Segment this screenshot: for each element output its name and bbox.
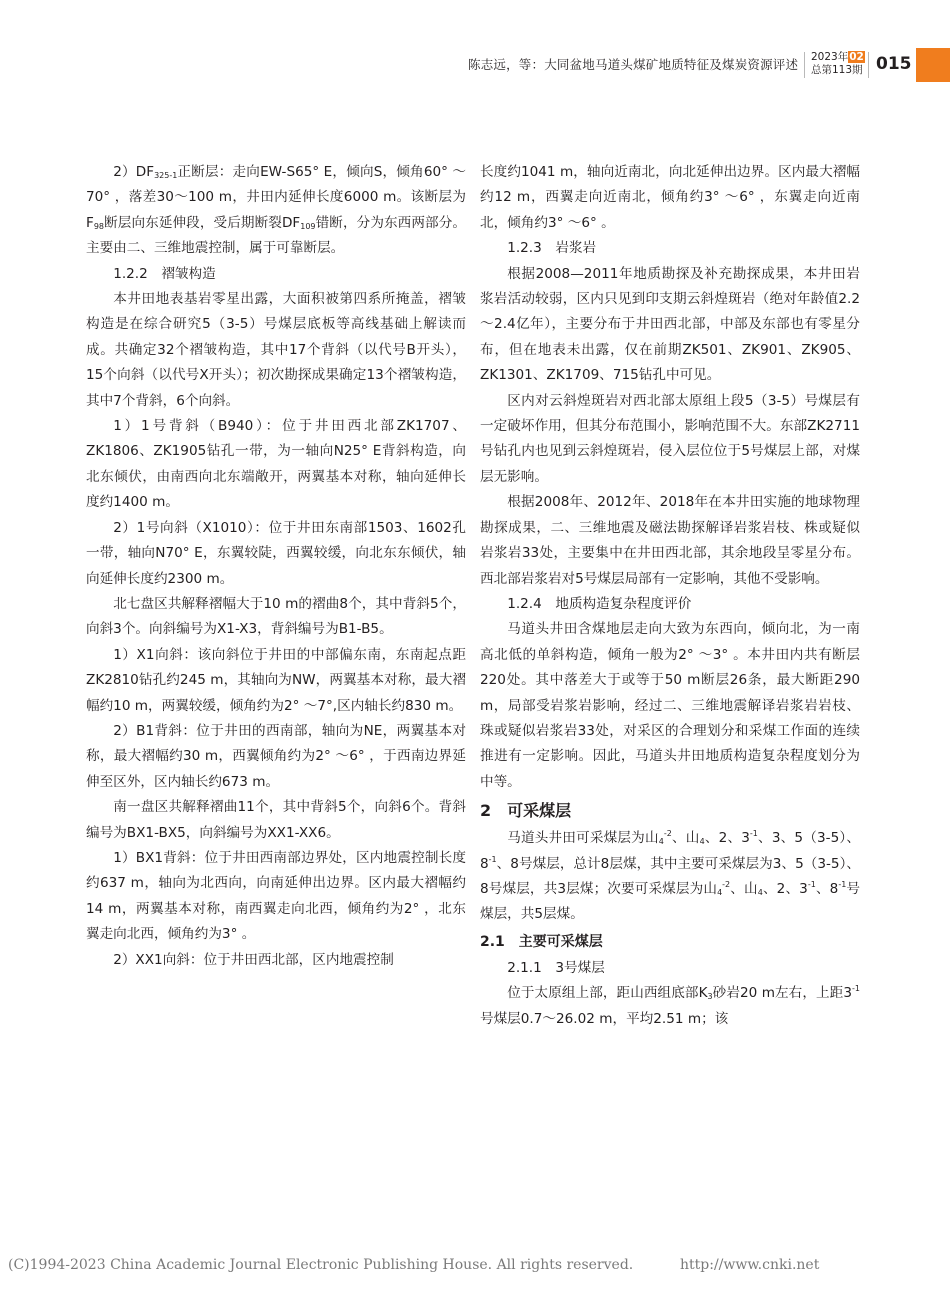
section-heading-1-2-4: 1.2.4 地质构造复杂程度评价	[507, 595, 692, 612]
paragraph: 马道头井田含煤地层走向大致为东西向，倾向北，为一南高北低的单斜构造，倾角一般为2° ～3° 。本井田内共有断层220处。其中落差大于或等于50 m断层26条，最大断距290 m，局部受岩浆岩影响，经过二、三维地震解译岩浆岩岩枝、珠或疑似岩浆岩33处，对采区的合理划分和采煤工作面的连续推进有一定影响。因此，马道头井田地质构造复杂程度划分为中等。	[480, 621, 860, 790]
total-issue: 总第113期	[811, 64, 863, 76]
section-heading-1-2-3: 1.2.3 岩浆岩	[507, 240, 597, 257]
section-heading-2: 2 可采煤层	[480, 801, 572, 821]
copyright-text: (C)1994-2023 China Academic Journal Electronic Publishing House. All rights reserved.	[8, 1257, 634, 1273]
header-divider	[868, 52, 869, 78]
copyright-footer	[8, 1257, 948, 1273]
paragraph: 本井田地表基岩零星出露，大面积被第四系所掩盖，褶皱构造是在综合研究5（3-5）号煤层底板等高线基础上解读而成。共确定32个褶皱构造，其中17个背斜（以代号B开头），15个向斜（以代号X开头）；初次勘探成果确定13个褶皱构造，其中7个背斜，6个向斜。	[86, 291, 466, 409]
paragraph: 根据2008年、2012年、2018年在本井田实施的地球物理勘探成果，二、三维地震及磁法勘探解译岩浆岩枝、株或疑似岩浆岩33处，主要集中在井田西北部，其余地段呈零星分布。西北部岩浆岩对5号煤层局部有一定影响，其他不受影响。	[480, 494, 860, 587]
paragraph: 1）1号背斜（B940）：位于井田西北部ZK1707、ZK1806、ZK1905钻孔一带，为一轴向N25° E背斜构造，向北东倾伏，由南西向北东端敞开，两翼基本对称，轴向延伸长度约1400 m。	[86, 418, 466, 511]
paragraph: $2)DF_{325-1}$正断层：走向EW-S65° E，倾向S，倾角60° ～70° ，落差30～100 m，井田内延伸长度6000 m。该断层为$F_{98}$断层向东延伸段，受后期断裂$DF_{109}$错断，分为东西两部分。主要由二、三维地震控制，属于可靠断层。	[86, 164, 466, 257]
section-heading-2-1-1: 2.1.1 3号煤层	[507, 959, 605, 976]
paragraph: 马道头井田可采煤层为山$_4^{-2}$、山$_4$、2、$3^{-1}$、3、5（3-5）、$8^{-1}$、8号煤层，总计8层煤，其中主要可采煤层为3、5（3-5）、8号煤层，共3层煤；次要可采煤层为山$_4^{-2}$、山$_4$、2、$3^{-1}$、$8^{-1}$号煤层，共5层煤。	[480, 829, 861, 923]
left-column	[86, 160, 466, 973]
paragraph: 2）B1背斜：位于井田的西南部，轴向为NE，两翼基本对称，最大褶幅约30 m，西翼倾角约为2° ～6° ，于西南边界延伸至区外，区内轴长约673 m。	[86, 722, 466, 790]
section-heading-2-1: 2.1 主要可采煤层	[480, 933, 603, 950]
issue-year: 2023年	[811, 51, 849, 63]
paragraph: 根据2008—2011年地质勘探及补充勘探成果，本井田岩浆岩活动较弱，区内只见到印支期云斜煌斑岩（绝对年龄值2.2～2.4亿年），主要分布于井田西北部，中部及东部也有零星分布，但在地表未出露，仅在前期ZK501、ZK901、ZK905、ZK1301、ZK1709、715钻孔中可见。	[480, 265, 860, 384]
issue-info	[811, 51, 865, 77]
page-number: 015	[876, 54, 912, 74]
paragraph: 南一盘区共解释褶曲11个，其中背斜5个，向斜6个。背斜编号为BX1-BX5，向斜编号为XX1-XX6。	[86, 799, 466, 841]
paragraph: 1）X1向斜：该向斜位于井田的中部偏东南，东南起点距ZK2810钻孔约245 m，其轴向为NW，两翼基本对称，最大褶幅约10 m，两翼较缓，倾角约为2° ～7°,区内轴长约830 m。	[86, 646, 466, 714]
paragraph: 区内对云斜煌斑岩对西北部太原组上段5（3-5）号煤层有一定破坏作用，但其分布范围小，影响范围不大。东部ZK2711号钻孔内也见到云斜煌斑岩，侵入层位位于5号煤层上部，对煤层无影响。	[480, 392, 860, 485]
section-heading-1-2-2: 1.2.2 褶皱构造	[113, 265, 216, 282]
paragraph: 2）XX1向斜：位于井田西北部，区内地震控制	[113, 951, 394, 968]
right-column	[480, 160, 860, 1032]
running-header-title: 陈志远，等：大同盆地马道头煤矿地质特征及煤炭资源评述	[468, 57, 799, 72]
header-divider	[804, 52, 805, 78]
paragraph: 1）BX1背斜：位于井田西南部边界处，区内地震控制长度约637 m，轴向为北西向，向南延伸出边界。区内最大褶幅约14 m，两翼基本对称，南西翼走向北西，倾角约为2° ，北东翼走向北西，倾角约为3° 。	[86, 849, 466, 943]
paragraph: 2）1号向斜（X1010）：位于井田东南部1503、1602孔一带，轴向N70° E，东翼较陡，西翼较缓，向北东东倾伏，轴向延伸长度约2300 m。	[86, 519, 466, 587]
paragraph: 长度约1041 m，轴向近南北，向北延伸出边界。区内最大褶幅约12 m，西翼走向近南北，倾角约3° ～6° ，东翼走向近南北，倾角约3° ～6° 。	[480, 164, 860, 231]
paragraph: 北七盘区共解释褶幅大于10 m的褶曲8个，其中背斜5个，向斜3个。向斜编号为X1-X3，背斜编号为B1-B5。	[86, 595, 466, 638]
issue-number-badge: 02	[849, 51, 864, 63]
website-link[interactable]: http://www.cnki.net	[680, 1257, 820, 1273]
paragraph: 位于太原组上部，距山西组底部$K_3$砂岩20 m左右，上距$3^{-1}$号煤层0.7～26.02 m，平均2.51 m；该	[480, 984, 860, 1027]
header-accent-bar	[916, 48, 950, 82]
